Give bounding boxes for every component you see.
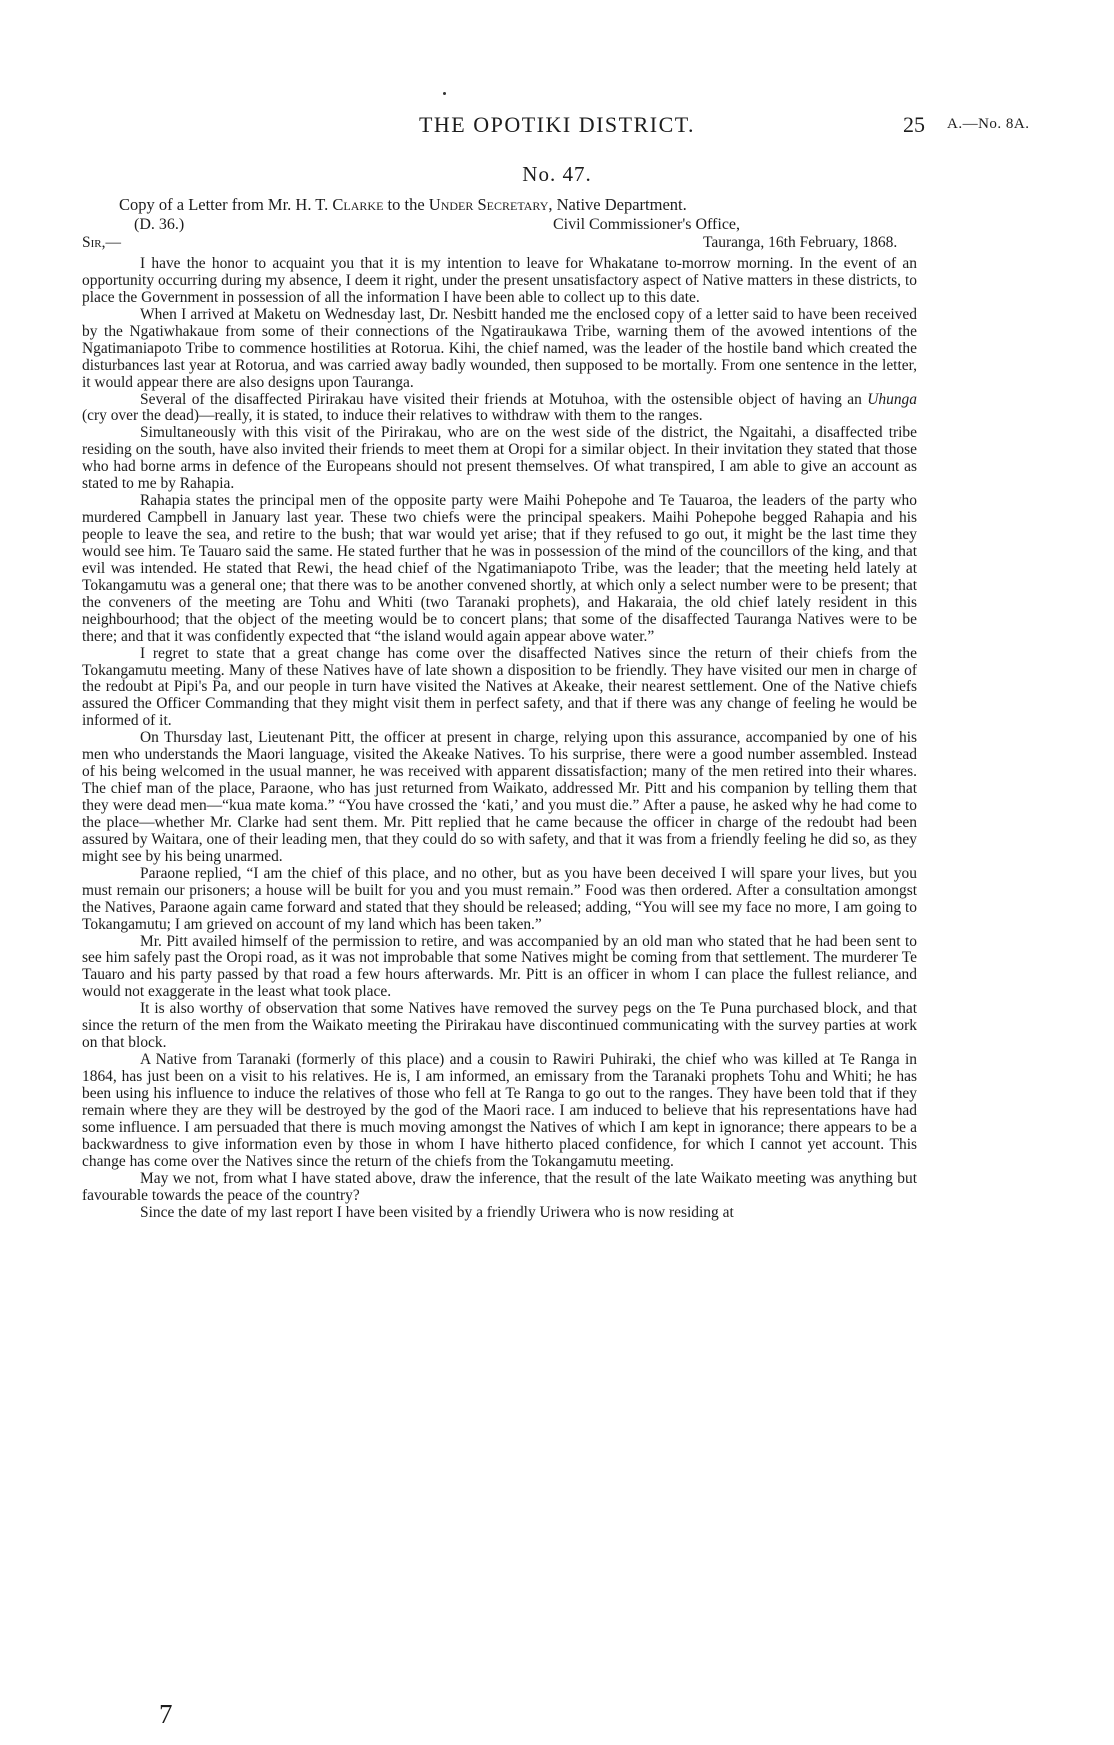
paragraph: On Thursday last, Lieutenant Pitt, the officer at present in charge, relying upon this assurance, accompanied by one of his men who understands the Maori language, visited the Akeake Natives. To his surprise, there were a good number assembled. Instead of his being welcomed in the usual manner, he was received with apparent dissatisfaction; many of the men retired into their whares. The chief man of the place, Paraone, who has just returned from Waikato, addressed Mr. Pitt and his companion by telling them that they were dead men—“kua mate koma.” “You have crossed the ‘kati,’ and you must die.” After a pause, he asked why he had come to the place—whether Mr. Clarke had sent them. Mr. Pitt replied that he came because the officer in charge of the redoubt had been assured by Waitara, one of their leading men, that they could do so with safety, and that it was from a friendly feeling he did so, as they might see by his being unarmed. [82, 729, 917, 865]
signature-mark: 7 [159, 1699, 173, 1729]
paragraph: It is also worthy of observation that some Natives have removed the survey pegs on the Te Puna purchased block, and that since the return of the men from the Waikato meeting the Pirirakau have discontinued communicating with the survey parties at work on that block. [82, 1000, 917, 1052]
letter-body [82, 256, 917, 1221]
place-date: Tauranga, 16th February, 1868. [703, 234, 898, 251]
caption-to-name: Under Secretary [428, 195, 549, 214]
paragraph: I have the honor to acquaint you that it is my intention to leave for Whakatane to-morrow morning. In the event of an opportunity occurring during my absence, I deem it right, under the present unsatisfactory aspect of Native matters in these districts, to place the Government in possession of all the information I have been able to collect up to this date. [82, 255, 917, 306]
paragraph: Mr. Pitt availed himself of the permission to retire, and was accompanied by an old man who stated that he had been sent to see him safely past the Oropi road, as it was not improbable that some Natives might be coming from that settlement. The murderer Te Tauaro and his party passed by that road a few hours afterwards. Mr. Pitt is an officer in whom I can place the fullest reliance, and would not exaggerate in the least what took place. [82, 932, 917, 1001]
header-dot [443, 92, 446, 95]
paragraph: A Native from Taranaki (formerly of this place) and a cousin to Rawiri Puhiraki, the chief who was killed at Te Ranga in 1864, has just been on a visit to his relatives. He is, I am informed, an emissary from the Taranaki prophets Tohu and Whiti; he has been using his influence to induce the relatives of those who fell at Te Ranga to go out to the ranges. They have been told that if they remain where they are they will be destroyed by the god of the Maori race. I am induced to believe that his representations have had some influence. I am persuaded that there is much moving amongst the Natives of which I am kept in ignorance; there appears to be a backwardness to give information even by those in whom I have hitherto placed confidence, for which I cannot yet account. This change has come over the Natives since the return of the chiefs from the Tokangamutu meeting. [82, 1051, 917, 1170]
paragraph: I regret to state that a great change has come over the disaffected Natives since the return of their chiefs from the Tokangamutu meeting. Many of these Natives have of late shown a disposition to be friendly. They have visited our men in charge of the redoubt at Pipi's Pa, and our people in turn have visited the Natives at Akeake, their nearest settlement. One of the Native chiefs assured the Officer Commanding that they might visit them in perfect safety, and that if there was any change of feeling he would be informed of it. [82, 644, 917, 730]
paragraph: Paraone replied, “I am the chief of this place, and no other, but as you have been deceived I will spare your lives, but you must remain our prisoners; a house will be built for you and you must remain.” Food was then ordered. After a consultation amongst the Natives, Paraone again came forward and stated that they should be released; adding, “You will see my face no more, I am going to Tokangamutu; I am grieved on account of my land which has been taken.” [82, 864, 917, 933]
italic-term: Uhunga [867, 390, 917, 408]
paragraph: May we not, from what I have stated above, draw the inference, that the result of the late Waikato meeting was anything but favourable towards the peace of the country? [82, 1169, 917, 1204]
paragraph-text: Several of the disaffected Pirirakau have visited their friends at Motuhoa, with the ostensible object of having an [140, 390, 868, 408]
letter-number: No. 47. [522, 162, 592, 186]
paragraph: When I arrived at Maketu on Wednesday last, Dr. Nesbitt handed me the enclosed copy of a letter said to have been received by the Ngatiwhakaue from some of their connections of the Ngatiraukawa Tribe, warning them of the avowed intentions of the Ngatimaniapoto Tribe to commence hostilities at Rotorua. Kihi, the chief named, was the leader of the hostile band which created the disturbances last year at Rotorua, and was carried away badly wounded, then supposed to be mortally. From one sentence in the letter, it would appear there are also designs upon Tauranga. [82, 305, 917, 391]
paragraph: Simultaneously with this visit of the Pirirakau, who are on the west side of the district, the Ngaitahi, a disaffected tribe residing on the south, have also invited their friends to meet them at Oropi for a similar object. In their invitation they stated that those who had borne arms in defence of the Europeans should not present themselves. Of what transpired, I am able to give an account as stated to me by Rahapia. [82, 424, 917, 493]
page-number: 25 [903, 112, 925, 137]
page-header [0, 112, 1114, 146]
office-address: Civil Commissioner's Office, [553, 216, 741, 233]
caption-middle: to the [383, 195, 429, 214]
page-title: THE OPOTIKI DISTRICT. [418, 112, 696, 137]
paragraph [82, 392, 917, 426]
caption-prefix: Copy of a Letter from Mr. [119, 195, 296, 214]
paragraph-text: (cry over the dead)—really, it is stated, to induce their relatives to withdraw with them to the ranges. [82, 407, 703, 425]
caption-from-name: H. T. Clarke [295, 195, 384, 214]
document-ref-code: (D. 36.) [134, 216, 185, 233]
paragraph: Rahapia states the principal men of the opposite party were Maihi Pohepohe and Te Tauaroa, the leaders of the party who murdered Campbell in January last year. These two chiefs were the principal speakers. Maihi Pohepohe begged Rahapia and his people to leave the sea, and retire to the bush; that war would yet arise; that if they refused to go out, it might be the last time they would see him. Te Tauaro said the same. He stated further that he was in possession of the mind of the councillors of the king, and that evil was intended. He stated that Rewi, the head chief of the Ngatimaniapoto Tribe, was the leader; that the meeting held lately at Tokangamutu was a general one; that there was to be another convened shortly, at which only a select number were to be present; that the conveners of the meeting are Tohu and Whiti (two Taranaki prophets), and Hakaraia, the old chief lately resident in this neighbourhood; that the object of the meeting would be to concert plans; that some of the disaffected Tauranga Natives were to be there; and that it was confidently expected that “the island would again appear above water.” [82, 492, 917, 645]
salutation [82, 233, 121, 253]
salutation-text: Sir,— [82, 234, 121, 251]
letter-caption [119, 195, 687, 215]
document-reference: A.—No. 8A. [947, 116, 1030, 132]
caption-suffix: , Native Department. [548, 195, 687, 214]
paragraph: Since the date of my last report I have been visited by a friendly Uriwera who is now residing at [140, 1203, 734, 1221]
